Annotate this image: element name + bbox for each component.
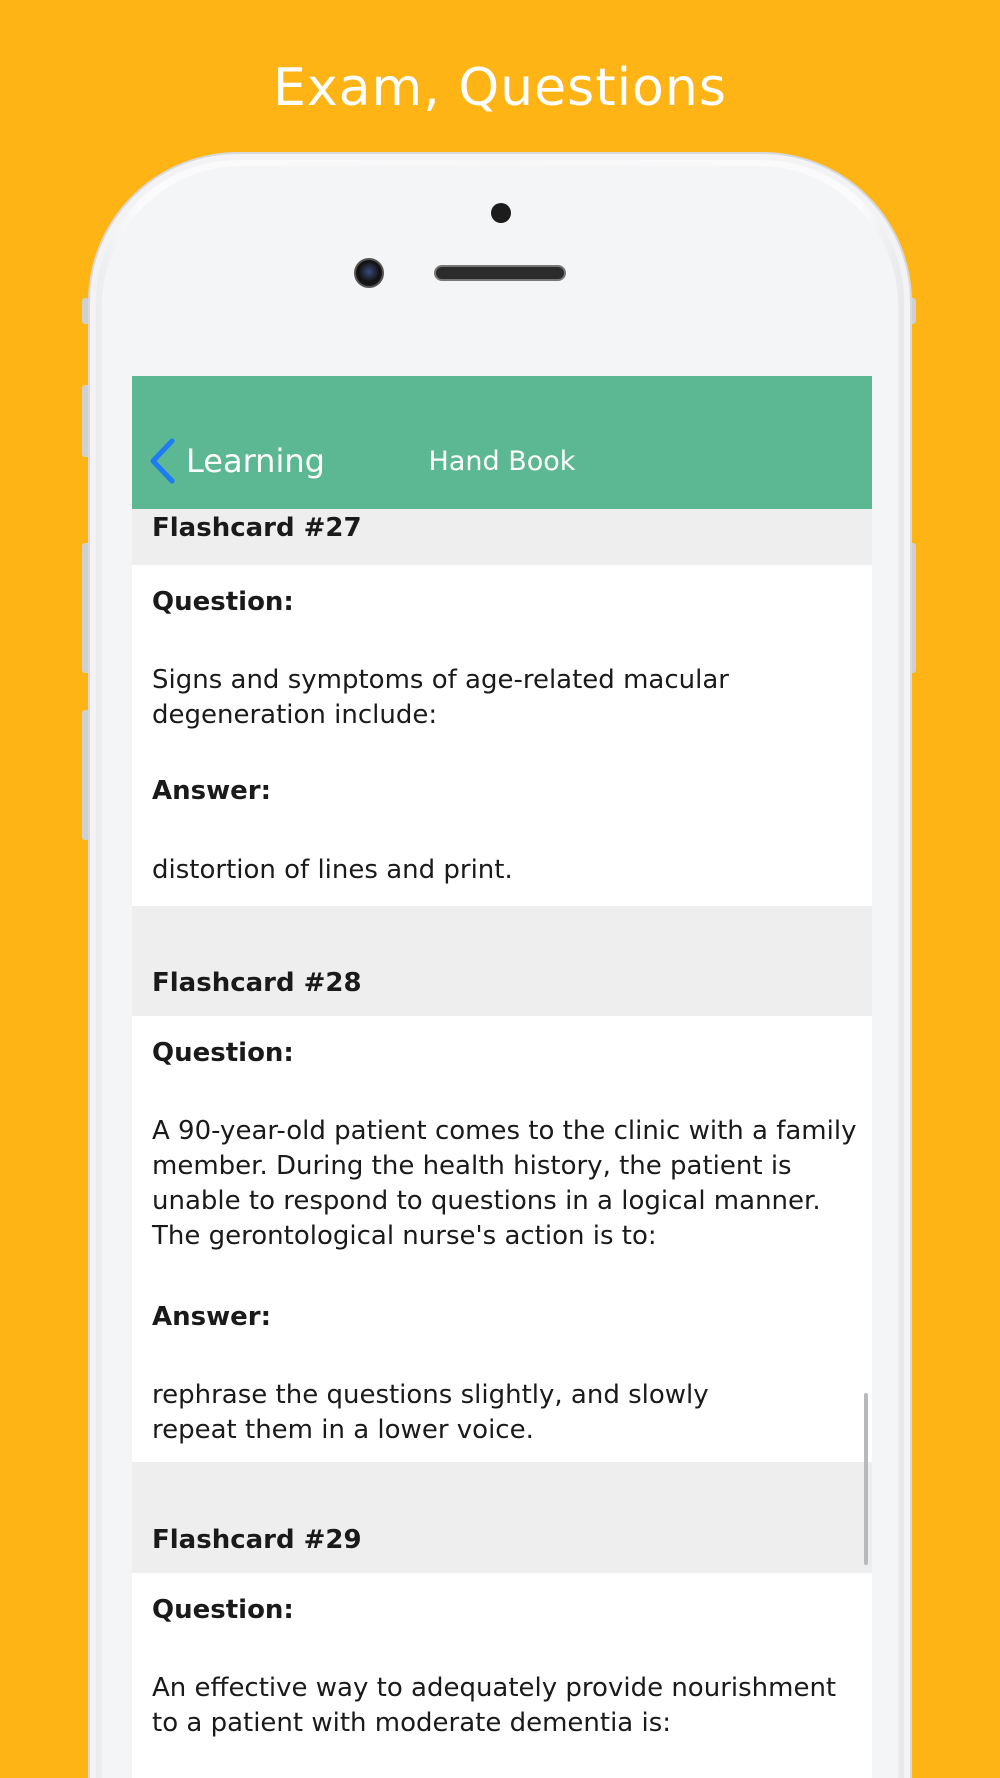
flashcard-list[interactable] — [132, 509, 872, 1778]
question-label: Question: — [152, 1038, 294, 1068]
flashcard-body — [132, 1016, 872, 1462]
back-button-label: Learning — [186, 442, 325, 480]
flashcard-title: Flashcard #27 — [152, 513, 362, 543]
flashcard-title: Flashcard #29 — [152, 1525, 362, 1555]
flashcard-header — [132, 1462, 872, 1573]
navigation-bar — [132, 376, 872, 509]
proximity-sensor — [491, 203, 511, 223]
front-camera-icon — [354, 258, 384, 288]
question-label: Question: — [152, 1595, 294, 1625]
flashcard-body — [132, 565, 872, 906]
page-title: Hand Book — [428, 446, 576, 477]
app-screen — [132, 376, 872, 1778]
flashcard-title: Flashcard #28 — [152, 968, 362, 998]
question-text: Signs and symptoms of age-related macular degeneration include: — [152, 665, 729, 730]
promo-title: Exam, Questions — [273, 58, 727, 118]
flashcard-header — [132, 906, 872, 1016]
answer-label: Answer: — [152, 776, 271, 806]
question-label: Question: — [152, 587, 294, 617]
question-text: A 90-year-old patient comes to the clinic with a family member. During the health history, the patient is unable to respond to questions in a logical manner. The gerontological nurse's action is to: — [152, 1116, 857, 1251]
earpiece-speaker — [434, 265, 566, 281]
answer-text: distortion of lines and print. — [152, 855, 513, 885]
question-text: An effective way to adequately provide nourishment to a patient with moderate dementia is: — [152, 1673, 837, 1738]
answer-text: rephrase the questions slightly, and slowly repeat them in a lower voice. — [152, 1380, 709, 1445]
scrollbar-thumb[interactable] — [864, 1393, 868, 1565]
flashcard-body — [132, 1573, 872, 1778]
answer-label: Answer: — [152, 1302, 271, 1332]
flashcard-header — [132, 509, 872, 565]
